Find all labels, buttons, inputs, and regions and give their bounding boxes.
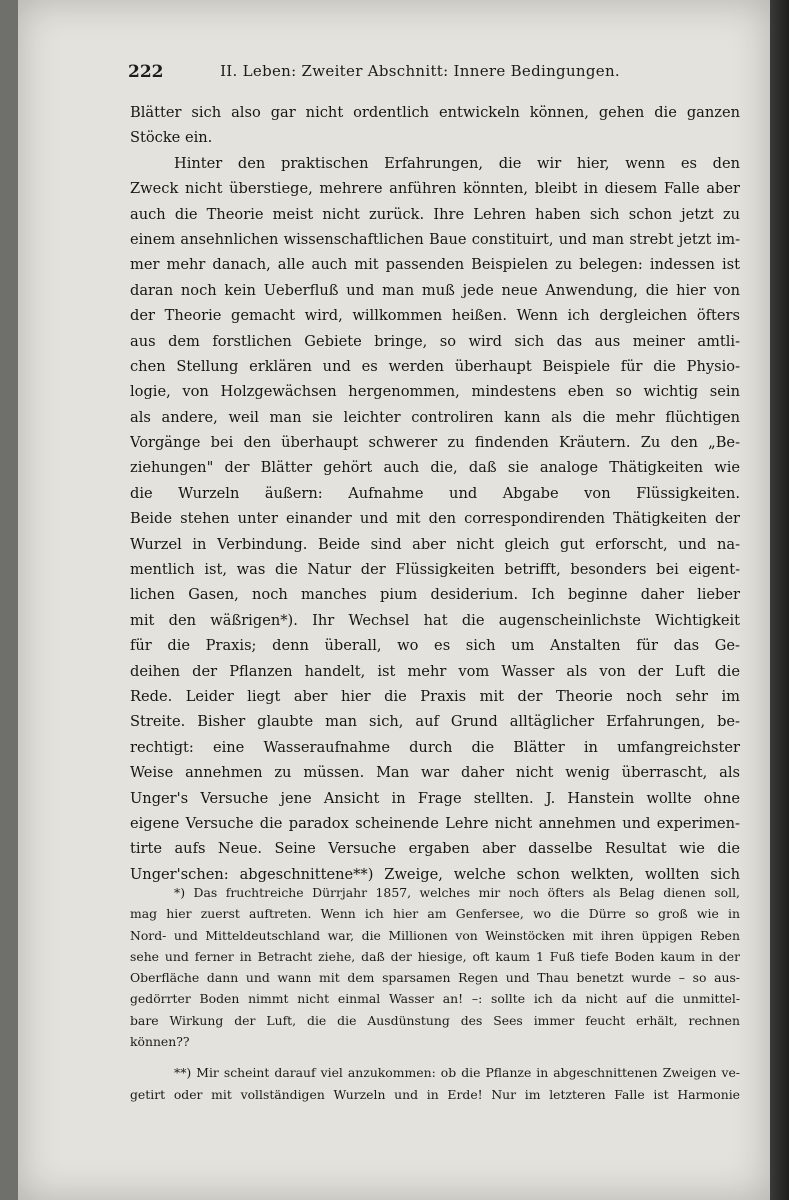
- body-line: tirte aufs Neue. Seine Versuche ergaben aber dasselbe Resultat wie die: [130, 840, 740, 858]
- footnotes: [130, 882, 740, 1105]
- footnote-line: bare Wirkung der Luft, die die Ausdünstung des Sees immer feucht erhält, rechnen: [130, 1012, 740, 1028]
- page-edge-shadow: [770, 0, 789, 1200]
- body-line: mentlich ist, was die Natur der Flüssigkeiten betrifft, besonders bei eigent-: [130, 561, 740, 579]
- footnote-gap: [130, 1052, 740, 1062]
- body-line: daran noch kein Ueberfluß und man muß jede neue Anwendung, die hier von: [130, 281, 740, 299]
- page-number: 222: [128, 62, 164, 82]
- body-line: für die Praxis; denn überall, wo es sich um Anstalten für das Ge-: [130, 637, 740, 655]
- body-line: chen Stellung erklären und es werden überhaupt Beispiele für die Physio-: [130, 357, 740, 375]
- body-line: mit den wäßrigen*). Ihr Wechsel hat die augenscheinlichste Wichtigkeit: [130, 611, 740, 629]
- body-line: deihen der Pflanzen handelt, ist mehr vom Wasser als von der Luft die: [130, 662, 740, 680]
- body-line: einem ansehnlichen wissenschaftlichen Baue constituirt, und man strebt jetzt im-: [130, 230, 740, 248]
- body-line: rechtigt: eine Wasseraufnahme durch die Blätter in umfangreichster: [130, 738, 740, 756]
- body-line: ziehungen" der Blätter gehört auch die, daß sie analoge Thätigkeiten wie: [130, 459, 740, 477]
- body-line: Unger'schen: abgeschnittene**) Zweige, welche schon welkten, wollten sich: [130, 865, 740, 883]
- body-line: mer mehr danach, alle auch mit passenden Beispielen zu belegen: indessen ist: [130, 256, 740, 274]
- page-header: [110, 62, 740, 86]
- body-line: Vorgänge bei den überhaupt schwerer zu findenden Kräutern. Zu den „Be-: [130, 434, 740, 452]
- body-line: die Wurzeln äußern: Aufnahme und Abgabe von Flüssigkeiten.: [130, 484, 740, 502]
- body-line: lichen Gasen, noch manches pium desiderium. Ich beginne daher lieber: [130, 586, 740, 604]
- footnote-line: *) Das fruchtreiche Dürrjahr 1857, welches mir noch öfters als Belag dienen soll,: [174, 885, 740, 900]
- body-line: Stöcke ein.: [130, 129, 213, 147]
- body-line: Hinter den praktischen Erfahrungen, die wir hier, wenn es den: [174, 154, 740, 172]
- body-line: logie, von Holzgewächsen hergenommen, mindestens eben so wichtig sein: [130, 383, 740, 401]
- body-line: der Theorie gemacht wird, willkommen heißen. Wenn ich dergleichen öfters: [130, 307, 740, 325]
- body-line: Zweck nicht überstiege, mehrere anführen könnten, bleibt in diesem Falle aber: [130, 180, 740, 198]
- body-line: auch die Theorie meist nicht zurück. Ihre Lehren haben sich schon jetzt zu: [130, 205, 740, 223]
- running-head: II. Leben: Zweiter Abschnitt: Innere Bedingungen.: [220, 62, 620, 80]
- footnote-line: mag hier zuerst auftreten. Wenn ich hier am Genfersee, wo die Dürre so groß wie in: [130, 906, 740, 922]
- body-line: Blätter sich also gar nicht ordentlich entwickeln können, gehen die ganzen: [130, 104, 740, 121]
- body-line: als andere, weil man sie leichter controliren kann als die mehr flüchtigen: [130, 408, 740, 426]
- body-line: Unger's Versuche jene Ansicht in Frage stellten. J. Hanstein wollte ohne: [130, 789, 740, 807]
- footnote-line: Nord- und Mitteldeutschland war, die Millionen von Weinstöcken mit ihren üppigen Reben: [130, 927, 740, 943]
- body-text: [130, 100, 740, 887]
- body-line: Rede. Leider liegt aber hier die Praxis mit der Theorie noch sehr im: [130, 687, 740, 705]
- body-line: Weise annehmen zu müssen. Man war daher nicht wenig überrascht, als: [130, 764, 740, 782]
- body-line: aus dem forstlichen Gebiete bringe, so wird sich das aus meiner amtli-: [130, 332, 740, 350]
- body-line: Wurzel in Verbindung. Beide sind aber nicht gleich gut erforscht, und na-: [130, 535, 740, 553]
- body-line: Beide stehen unter einander und mit den correspondirenden Thätigkeiten der: [130, 510, 740, 528]
- footnote-line: Oberfläche dann und wann mit dem sparsamen Regen und Thau benetzt wurde – so aus-: [130, 970, 740, 986]
- body-line: Streite. Bisher glaubte man sich, auf Grund alltäglicher Erfahrungen, be-: [130, 713, 740, 731]
- footnote-line: getirt oder mit vollständigen Wurzeln und in Erde! Nur im letzteren Falle ist Harmonie: [130, 1086, 740, 1102]
- footnote-line: sehe und ferner in Betracht ziehe, daß der hiesige, oft kaum 1 Fuß tiefe Boden kaum in der: [130, 948, 740, 964]
- footnote-line: können??: [130, 1034, 190, 1050]
- body-line: eigene Versuche die paradox scheinende Lehre nicht annehmen und experimen-: [130, 814, 740, 832]
- footnote-line: **) Mir scheint darauf viel anzukommen: ob die Pflanze in abgeschnittenen Zweigen ve-: [174, 1065, 740, 1081]
- footnote-line: gedörrter Boden nimmt nicht einmal Wasser an! –: sollte ich da nicht auf die unmittel-: [130, 991, 740, 1007]
